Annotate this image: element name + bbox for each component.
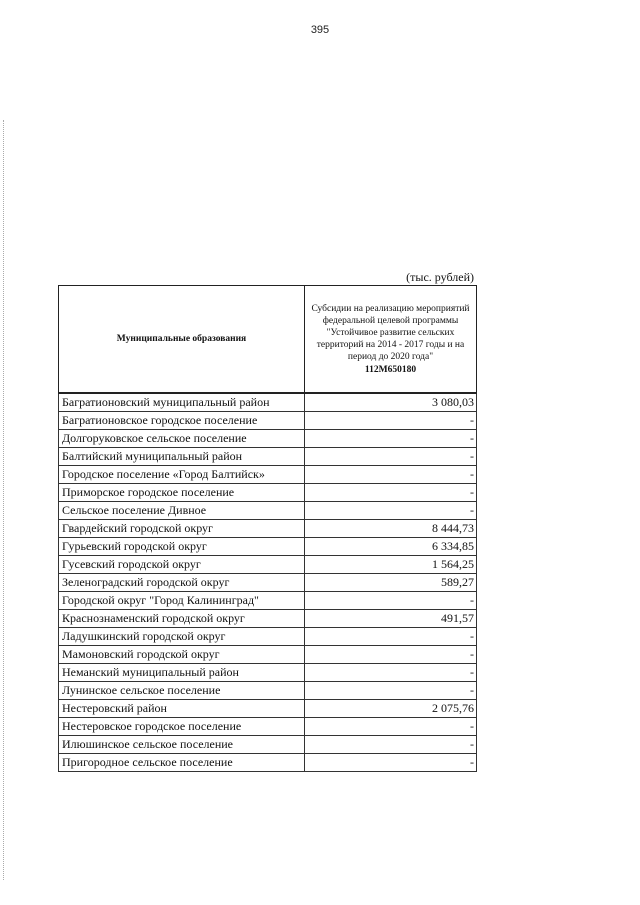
municipality-name: Неманский муниципальный район: [59, 664, 305, 682]
municipality-name: Краснознаменский городской округ: [59, 610, 305, 628]
table-row: [59, 538, 477, 556]
municipality-name: Гвардейский городской округ: [59, 520, 305, 538]
subsidy-value: -: [305, 466, 477, 484]
subsidy-value: -: [305, 448, 477, 466]
municipality-name: Долгоруковское сельское поселение: [59, 430, 305, 448]
table-row: [59, 520, 477, 538]
subsidy-value: -: [305, 682, 477, 700]
municipality-name: Балтийский муниципальный район: [59, 448, 305, 466]
municipality-name: Гусевский городской округ: [59, 556, 305, 574]
scan-margin-line: [3, 120, 4, 880]
municipality-name: Пригородное сельское поселение: [59, 754, 305, 772]
subsidy-value: -: [305, 736, 477, 754]
subsidy-value: -: [305, 718, 477, 736]
subsidy-value: 6 334,85: [305, 538, 477, 556]
table-row: [59, 646, 477, 664]
table-row: [59, 592, 477, 610]
subsidy-value: -: [305, 502, 477, 520]
table-row: [59, 466, 477, 484]
table-row: [59, 430, 477, 448]
subsidy-value: 2 075,76: [305, 700, 477, 718]
header-subsidies: [305, 286, 477, 394]
table-row: [59, 484, 477, 502]
subsidy-value: -: [305, 628, 477, 646]
municipality-name: Городской округ "Город Калининград": [59, 592, 305, 610]
header-subsidies-text: Субсидии на реализацию мероприятий федеральной целевой программы "Устойчивое развитие сельских территорий на 2014 - 2017 годы и на период до 2020 года": [311, 303, 470, 362]
table-row: [59, 502, 477, 520]
table-header-row: [59, 286, 477, 394]
page-number: 395: [310, 24, 330, 36]
table-row: [59, 574, 477, 592]
subsidy-value: -: [305, 646, 477, 664]
subsidy-value: -: [305, 430, 477, 448]
subsidy-value: 3 080,03: [305, 393, 477, 412]
table-row: [59, 664, 477, 682]
subsidy-value: -: [305, 412, 477, 430]
subsidy-value: 1 564,25: [305, 556, 477, 574]
table-row: [59, 610, 477, 628]
table-body: [59, 393, 477, 772]
table-row: [59, 700, 477, 718]
subsidy-table: [58, 285, 477, 772]
subsidy-value: -: [305, 484, 477, 502]
municipality-name: Мамоновский городской округ: [59, 646, 305, 664]
subsidy-value: 589,27: [305, 574, 477, 592]
municipality-name: Зеленоградский городской округ: [59, 574, 305, 592]
subsidy-value: -: [305, 754, 477, 772]
subsidy-value: 491,57: [305, 610, 477, 628]
municipality-name: Багратионовский муниципальный район: [59, 393, 305, 412]
header-subsidies-code: 112М650180: [364, 364, 417, 375]
municipality-name: Городское поселение «Город Балтийск»: [59, 466, 305, 484]
table-row: [59, 736, 477, 754]
table-row: [59, 412, 477, 430]
municipality-name: Илюшинское сельское поселение: [59, 736, 305, 754]
table-row: [59, 556, 477, 574]
table-row: [59, 682, 477, 700]
municipality-name: Гурьевский городской округ: [59, 538, 305, 556]
table-row: [59, 754, 477, 772]
table-row: [59, 448, 477, 466]
municipality-name: Лунинское сельское поселение: [59, 682, 305, 700]
subsidy-value: 8 444,73: [305, 520, 477, 538]
table-row: [59, 393, 477, 412]
municipality-name: Нестеровское городское поселение: [59, 718, 305, 736]
municipality-name: Нестеровский район: [59, 700, 305, 718]
subsidy-value: -: [305, 664, 477, 682]
table-row: [59, 718, 477, 736]
municipality-name: Ладушкинский городской округ: [59, 628, 305, 646]
units-label: (тыс. рублей): [406, 270, 474, 284]
municipality-name: Приморское городское поселение: [59, 484, 305, 502]
municipality-name: Сельское поселение Дивное: [59, 502, 305, 520]
table-row: [59, 628, 477, 646]
subsidy-value: -: [305, 592, 477, 610]
header-municipalities: Муниципальные образования: [59, 286, 305, 394]
municipality-name: Багратионовское городское поселение: [59, 412, 305, 430]
